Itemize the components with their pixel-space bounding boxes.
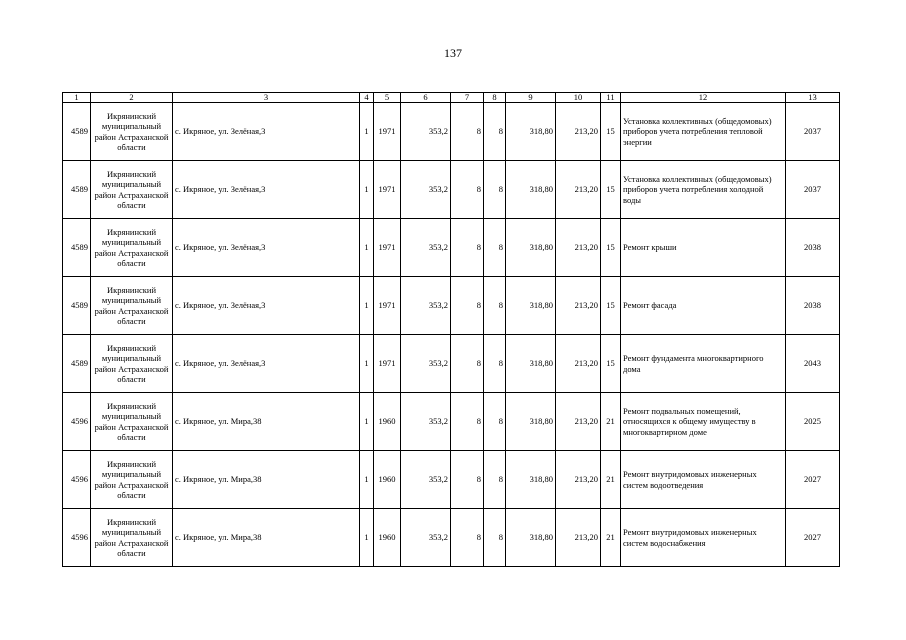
col10-cell: 213,20 xyxy=(556,103,601,161)
col9-cell: 318,80 xyxy=(506,103,556,161)
area-cell: 353,2 xyxy=(401,161,451,219)
column-number: 10 xyxy=(556,93,601,103)
col9-cell: 318,80 xyxy=(506,335,556,393)
col11-cell: 15 xyxy=(601,103,621,161)
work-type-cell: Установка коллективных (общедомовых) приборов учета потребления холодной воды xyxy=(621,161,786,219)
work-type-cell: Ремонт внутридомовых инженерных систем водоснабжения xyxy=(621,509,786,567)
col10-cell: 213,20 xyxy=(556,509,601,567)
col9-cell: 318,80 xyxy=(506,393,556,451)
district-cell: Икрянинский муниципальный район Астраханской области xyxy=(91,509,173,567)
col8-cell: 8 xyxy=(484,509,506,567)
column-number: 3 xyxy=(173,93,360,103)
column-number: 2 xyxy=(91,93,173,103)
col7-cell: 8 xyxy=(451,277,484,335)
col4-cell: 1 xyxy=(360,393,374,451)
deadline-cell: 2043 xyxy=(786,335,840,393)
area-cell: 353,2 xyxy=(401,451,451,509)
deadline-cell: 2025 xyxy=(786,393,840,451)
col8-cell: 8 xyxy=(484,161,506,219)
col10-cell: 213,20 xyxy=(556,277,601,335)
area-cell: 353,2 xyxy=(401,509,451,567)
col9-cell: 318,80 xyxy=(506,509,556,567)
address-cell: с. Икряное, ул. Мира,38 xyxy=(173,451,360,509)
col7-cell: 8 xyxy=(451,509,484,567)
col4-cell: 1 xyxy=(360,451,374,509)
district-cell: Икрянинский муниципальный район Астраханской области xyxy=(91,335,173,393)
address-cell: с. Икряное, ул. Мира,38 xyxy=(173,509,360,567)
year-cell: 1960 xyxy=(374,393,401,451)
house-id-cell: 4596 xyxy=(63,451,91,509)
year-cell: 1960 xyxy=(374,451,401,509)
district-cell: Икрянинский муниципальный район Астраханской области xyxy=(91,219,173,277)
area-cell: 353,2 xyxy=(401,393,451,451)
column-number: 13 xyxy=(786,93,840,103)
year-cell: 1971 xyxy=(374,161,401,219)
year-cell: 1960 xyxy=(374,509,401,567)
col7-cell: 8 xyxy=(451,161,484,219)
area-cell: 353,2 xyxy=(401,335,451,393)
column-number-row xyxy=(63,93,840,103)
address-cell: с. Икряное, ул. Зелёная,3 xyxy=(173,277,360,335)
district-cell: Икрянинский муниципальный район Астраханской области xyxy=(91,161,173,219)
col11-cell: 15 xyxy=(601,161,621,219)
area-cell: 353,2 xyxy=(401,103,451,161)
column-number: 5 xyxy=(374,93,401,103)
deadline-cell: 2027 xyxy=(786,509,840,567)
col4-cell: 1 xyxy=(360,277,374,335)
page-number: 137 xyxy=(444,46,462,60)
col10-cell: 213,20 xyxy=(556,161,601,219)
work-type-cell: Ремонт подвальных помещений, относящихся к общему имуществу в многоквартирном доме xyxy=(621,393,786,451)
work-type-cell: Ремонт фасада xyxy=(621,277,786,335)
col9-cell: 318,80 xyxy=(506,277,556,335)
col9-cell: 318,80 xyxy=(506,219,556,277)
deadline-cell: 2027 xyxy=(786,451,840,509)
col11-cell: 15 xyxy=(601,335,621,393)
table-row xyxy=(63,335,840,393)
col4-cell: 1 xyxy=(360,219,374,277)
col8-cell: 8 xyxy=(484,219,506,277)
col7-cell: 8 xyxy=(451,335,484,393)
year-cell: 1971 xyxy=(374,277,401,335)
capital-repair-table xyxy=(62,92,840,567)
col7-cell: 8 xyxy=(451,451,484,509)
address-cell: с. Икряное, ул. Зелёная,3 xyxy=(173,335,360,393)
work-type-cell: Ремонт фундамента многоквартирного дома xyxy=(621,335,786,393)
area-cell: 353,2 xyxy=(401,277,451,335)
deadline-cell: 2037 xyxy=(786,161,840,219)
col10-cell: 213,20 xyxy=(556,393,601,451)
work-type-cell: Установка коллективных (общедомовых) приборов учета потребления тепловой энергии xyxy=(621,103,786,161)
column-number: 4 xyxy=(360,93,374,103)
col4-cell: 1 xyxy=(360,161,374,219)
house-id-cell: 4596 xyxy=(63,509,91,567)
column-number: 9 xyxy=(506,93,556,103)
deadline-cell: 2038 xyxy=(786,277,840,335)
table-row xyxy=(63,451,840,509)
district-cell: Икрянинский муниципальный район Астраханской области xyxy=(91,451,173,509)
house-id-cell: 4589 xyxy=(63,277,91,335)
district-cell: Икрянинский муниципальный район Астраханской области xyxy=(91,393,173,451)
col11-cell: 21 xyxy=(601,393,621,451)
district-cell: Икрянинский муниципальный район Астраханской области xyxy=(91,103,173,161)
work-type-cell: Ремонт крыши xyxy=(621,219,786,277)
col9-cell: 318,80 xyxy=(506,161,556,219)
house-id-cell: 4596 xyxy=(63,393,91,451)
table-row xyxy=(63,509,840,567)
column-number: 8 xyxy=(484,93,506,103)
col8-cell: 8 xyxy=(484,393,506,451)
deadline-cell: 2038 xyxy=(786,219,840,277)
col11-cell: 21 xyxy=(601,509,621,567)
col7-cell: 8 xyxy=(451,393,484,451)
column-number: 6 xyxy=(401,93,451,103)
house-id-cell: 4589 xyxy=(63,335,91,393)
column-number: 1 xyxy=(63,93,91,103)
column-number: 11 xyxy=(601,93,621,103)
table-row xyxy=(63,103,840,161)
table-row xyxy=(63,393,840,451)
col10-cell: 213,20 xyxy=(556,451,601,509)
district-cell: Икрянинский муниципальный район Астраханской области xyxy=(91,277,173,335)
house-id-cell: 4589 xyxy=(63,161,91,219)
address-cell: с. Икряное, ул. Зелёная,3 xyxy=(173,161,360,219)
work-type-cell: Ремонт внутридомовых инженерных систем водоотведения xyxy=(621,451,786,509)
col10-cell: 213,20 xyxy=(556,219,601,277)
house-id-cell: 4589 xyxy=(63,103,91,161)
col8-cell: 8 xyxy=(484,277,506,335)
area-cell: 353,2 xyxy=(401,219,451,277)
address-cell: с. Икряное, ул. Зелёная,3 xyxy=(173,219,360,277)
col8-cell: 8 xyxy=(484,103,506,161)
col9-cell: 318,80 xyxy=(506,451,556,509)
col4-cell: 1 xyxy=(360,103,374,161)
col11-cell: 21 xyxy=(601,451,621,509)
col7-cell: 8 xyxy=(451,103,484,161)
table-row xyxy=(63,161,840,219)
col4-cell: 1 xyxy=(360,335,374,393)
column-number: 7 xyxy=(451,93,484,103)
table-row xyxy=(63,219,840,277)
col8-cell: 8 xyxy=(484,335,506,393)
col11-cell: 15 xyxy=(601,219,621,277)
col8-cell: 8 xyxy=(484,451,506,509)
address-cell: с. Икряное, ул. Зелёная,3 xyxy=(173,103,360,161)
col10-cell: 213,20 xyxy=(556,335,601,393)
table-row xyxy=(63,277,840,335)
col7-cell: 8 xyxy=(451,219,484,277)
year-cell: 1971 xyxy=(374,103,401,161)
house-id-cell: 4589 xyxy=(63,219,91,277)
deadline-cell: 2037 xyxy=(786,103,840,161)
address-cell: с. Икряное, ул. Мира,38 xyxy=(173,393,360,451)
year-cell: 1971 xyxy=(374,219,401,277)
col11-cell: 15 xyxy=(601,277,621,335)
year-cell: 1971 xyxy=(374,335,401,393)
col4-cell: 1 xyxy=(360,509,374,567)
column-number: 12 xyxy=(621,93,786,103)
